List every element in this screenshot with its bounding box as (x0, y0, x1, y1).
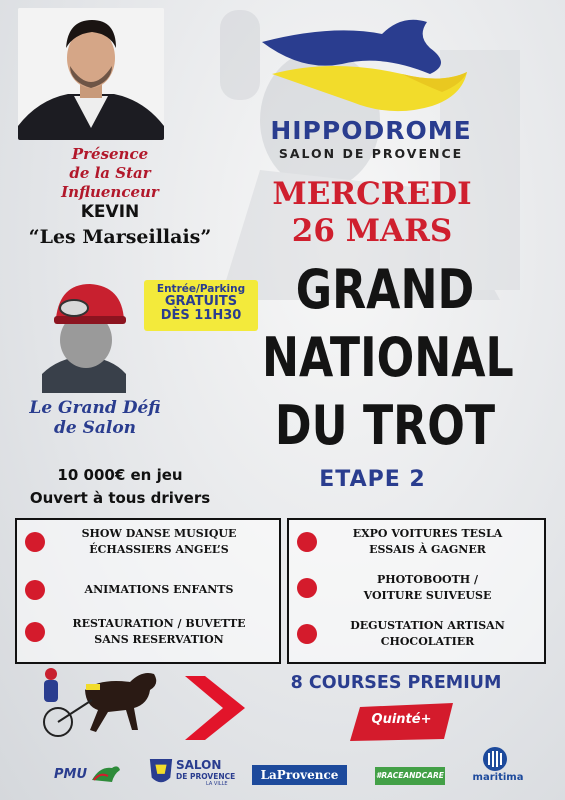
event-title-line1: GRAND (295, 258, 475, 321)
quinte-label: Quinté+ (371, 712, 432, 727)
event-title-line2: NATIONAL (262, 326, 514, 389)
entry-badge-line3: DÈS 11H30 (160, 308, 242, 323)
pmu-horse-icon (90, 762, 122, 784)
bullet-dot-icon (25, 580, 45, 600)
hippodrome-title: HIPPODROME (270, 116, 472, 145)
quinte-badge (350, 703, 453, 741)
influencer-intro-line1: Présence (71, 145, 149, 163)
challenge-details (0, 464, 240, 510)
raceandcare-logo: #RACEANDCARE (375, 767, 445, 785)
list-item (25, 526, 273, 558)
activities-box-right (287, 518, 546, 664)
hippodrome-subtitle: SALON DE PROVENCE (278, 146, 464, 161)
influencer-nickname: “Les Marseillais” (28, 226, 212, 248)
influencer-intro-line2: de la Star Influenceur (61, 164, 159, 201)
event-date-value: 26 MARS (291, 213, 453, 249)
activity-line1: PHOTOBOOTH / (376, 573, 479, 586)
activity-line2: VOITURE SUIVEUSE (363, 589, 492, 602)
pmu-label: PMU (54, 767, 88, 782)
influencer-photo (18, 8, 164, 140)
challenge-title-line1: Le Grand Défi (29, 398, 161, 418)
influencer-name: KEVIN (80, 202, 140, 222)
event-title (262, 256, 514, 460)
challenge-title-line2: de Salon (53, 418, 137, 438)
challenge-prize: 10 000€ en jeu (57, 466, 183, 484)
list-item (25, 580, 273, 600)
activity-line2: SANS RESERVATION (94, 633, 224, 646)
pmu-logo (54, 767, 87, 782)
challenge-open-to: Ouvert à tous drivers (29, 489, 211, 507)
list-item (297, 526, 538, 558)
salon-logo-line2: DE PROVENCE (176, 772, 236, 781)
entry-badge-line2: GRATUITS (164, 294, 238, 309)
jockey-photo (38, 278, 130, 393)
bullet-dot-icon (297, 578, 317, 598)
salon-de-provence-crest-icon (148, 755, 174, 789)
bullet-dot-icon (25, 532, 45, 552)
maritima-logo-icon (480, 746, 510, 772)
event-stage: ETAPE 2 (319, 467, 426, 492)
activity-line2: ESSAIS À GAGNER (369, 543, 486, 556)
list-item (297, 618, 538, 650)
trotting-horse-illustration (30, 660, 165, 738)
activity-line2: ÉCHASSIERS ANGEL’S (89, 543, 229, 556)
activity-line1: ANIMATIONS ENFANTS (84, 583, 234, 596)
list-item (25, 616, 273, 648)
activity-line2: CHOCOLATIER (380, 635, 475, 648)
event-title-line3: DU TROT (274, 394, 496, 457)
entry-badge-line1: Entrée/Parking (156, 283, 246, 295)
hippodrome-logo (252, 14, 482, 124)
bullet-dot-icon (297, 532, 317, 552)
chevron-right-icon (183, 672, 247, 744)
entry-badge (144, 280, 258, 331)
influencer-intro (20, 145, 200, 202)
event-date (244, 176, 500, 250)
challenge-title (15, 398, 175, 438)
activity-line1: EXPO VOITURES TESLA (352, 527, 503, 540)
bullet-dot-icon (297, 624, 317, 644)
event-day: MERCREDI (272, 176, 472, 212)
activity-line1: SHOW DANSE MUSIQUE (81, 527, 237, 540)
maritima-logo: maritima (472, 772, 524, 783)
salon-logo-line3: LA VILLE (206, 781, 228, 787)
races-label: 8 COURSES PREMIUM (290, 673, 502, 693)
activity-line1: RESTAURATION / BUVETTE (72, 617, 246, 630)
laprovence-logo: LaProvence (252, 765, 347, 785)
salon-logo-line1: SALON (176, 758, 222, 772)
activity-line1: DEGUSTATION ARTISAN (350, 619, 505, 632)
bullet-dot-icon (25, 622, 45, 642)
list-item (297, 572, 538, 604)
activities-box-left (15, 518, 281, 664)
